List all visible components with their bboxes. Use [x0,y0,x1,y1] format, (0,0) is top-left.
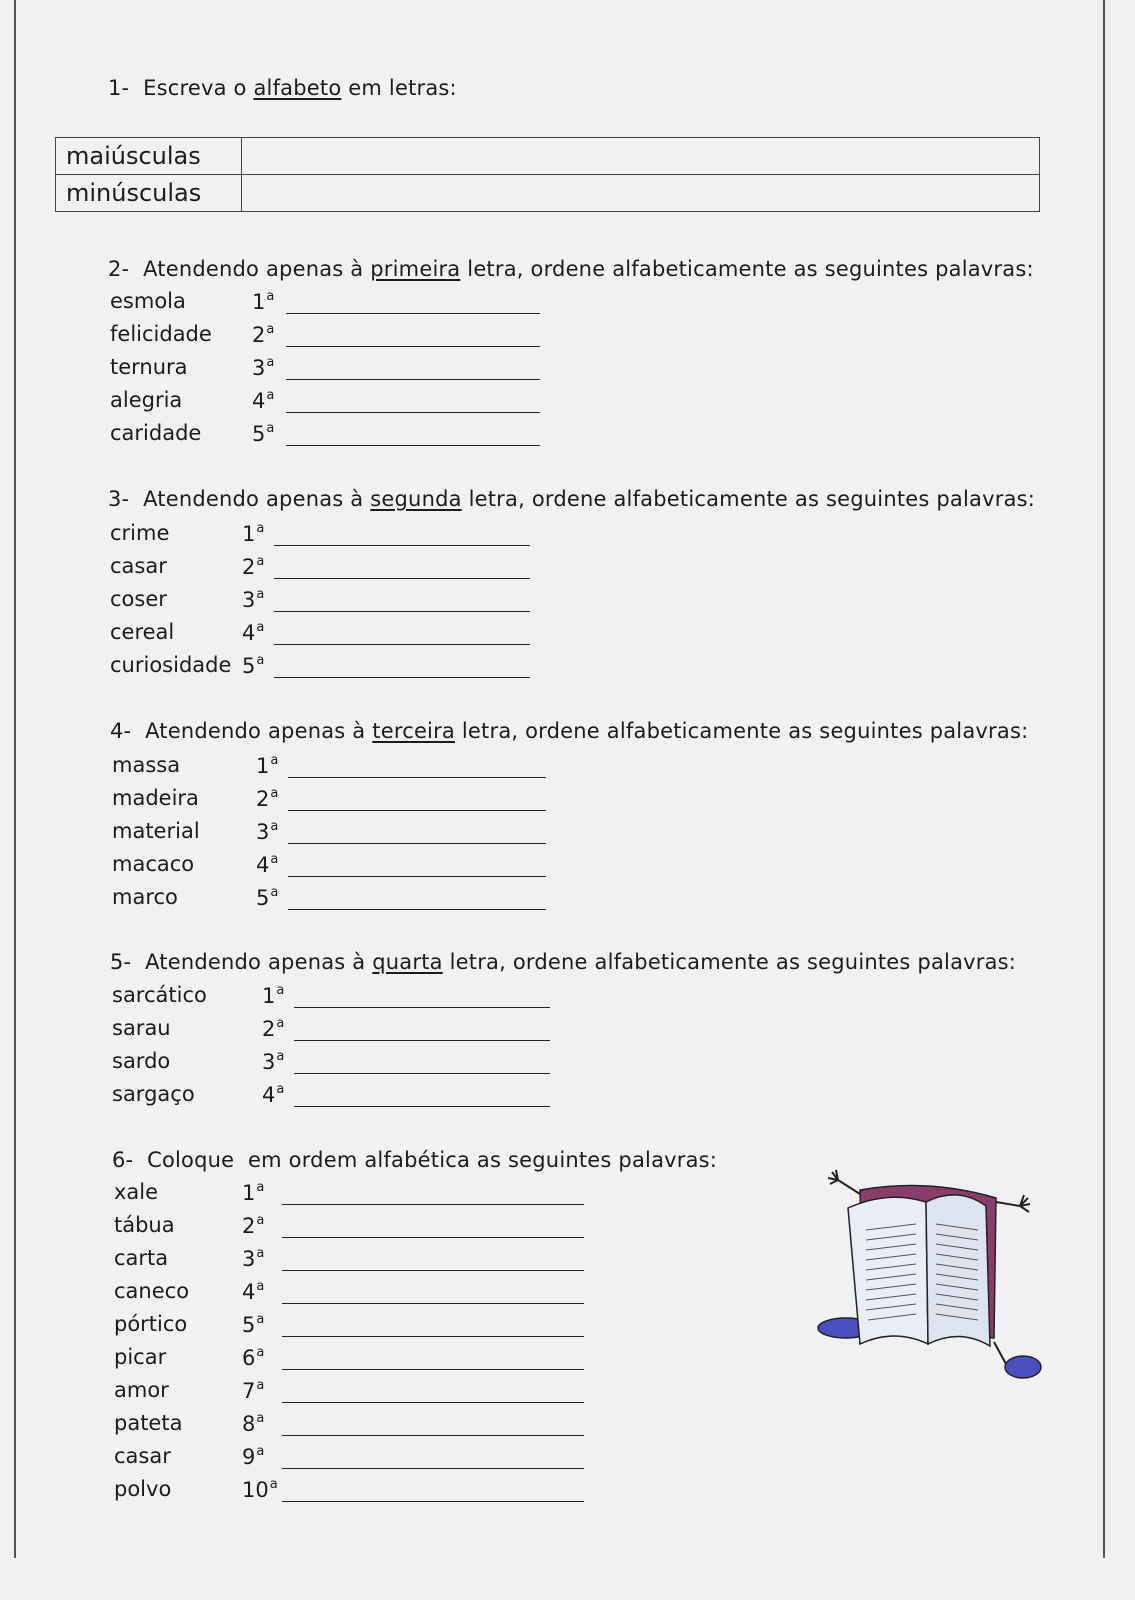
ordinal-label [256,819,278,844]
ordinal-suffix: a [276,1049,285,1064]
answer-blank-line[interactable] [282,1402,584,1403]
q5-text-pre: Atendendo apenas à [145,950,366,974]
lowercase-label: minúsculas [56,175,242,212]
ordinal-label [262,1049,284,1074]
ordinal-suffix: a [256,1246,265,1261]
answer-row [114,1444,584,1474]
uppercase-label: maiúsculas [56,138,242,175]
answer-blank-line[interactable] [294,1007,550,1008]
ordinal-number: 9 [242,1445,256,1469]
q5-number: 5- [110,950,132,974]
ordinal-suffix: a [266,322,275,337]
q4-text-post: letra, ordene alfabeticamente as seguintes palavras: [461,719,1029,743]
ordinal-label [256,852,278,877]
q1-keyword: alfabeto [253,76,342,100]
word-label: sardo [112,1049,171,1073]
ordinal-number: 4 [242,621,256,645]
ordinal-label [252,322,274,347]
answer-blank-line[interactable] [286,412,540,413]
ordinal-label [262,983,284,1008]
q5-title [110,950,1016,974]
word-label: caneco [114,1279,190,1303]
ordinal-label [262,1016,284,1041]
ordinal-number: 4 [252,389,266,413]
answer-blank-line[interactable] [286,346,540,347]
word-label: massa [112,753,181,777]
ordinal-number: 3 [262,1050,276,1074]
ordinal-suffix: a [269,1477,278,1492]
uppercase-answer-cell[interactable] [242,138,1040,175]
ordinal-suffix: a [270,819,279,834]
ordinal-number: 10 [242,1478,269,1502]
ordinal-suffix: a [266,421,275,436]
q1-number: 1- [108,76,130,100]
answer-row [114,1477,584,1507]
word-label: sargaço [112,1082,195,1106]
ordinal-label [256,753,278,778]
word-label: amor [114,1378,169,1402]
ordinal-suffix: a [266,289,275,304]
answer-blank-line[interactable] [294,1106,550,1107]
answer-blank-line[interactable] [286,313,540,314]
ordinal-number: 8 [242,1412,256,1436]
answer-blank-line[interactable] [282,1270,584,1271]
answer-blank-line[interactable] [282,1435,584,1436]
q2-keyword: primeira [370,257,461,281]
ordinal-number: 6 [242,1346,256,1370]
ordinal-suffix: a [256,1213,265,1228]
word-label: macaco [112,852,195,876]
ordinal-label [242,1213,264,1238]
ordinal-label [242,1444,264,1469]
word-label: cereal [110,620,175,644]
q2-number: 2- [108,257,130,281]
q1-text-post: em letras: [348,76,457,100]
ordinal-label [242,653,264,678]
answer-row [114,1246,584,1276]
ordinal-label [242,521,264,546]
ordinal-number: 1 [242,522,256,546]
ordinal-number: 1 [256,754,270,778]
q3-number: 3- [108,487,130,511]
answer-blank-line[interactable] [274,578,530,579]
q6-number: 6- [112,1148,134,1172]
ordinal-number: 3 [242,588,256,612]
answer-row [112,1016,550,1046]
word-label: material [112,819,200,843]
answer-blank-line[interactable] [288,876,546,877]
q4-text-pre: Atendendo apenas à [145,719,366,743]
answer-blank-line[interactable] [282,1237,584,1238]
word-label: caridade [110,421,202,445]
ordinal-label [242,1345,264,1370]
ordinal-suffix: a [276,983,285,998]
answer-row [110,653,530,683]
word-label: esmola [110,289,186,313]
ordinal-label [252,289,274,314]
ordinal-suffix: a [256,587,265,602]
ordinal-number: 7 [242,1379,256,1403]
ordinal-label [242,1378,264,1403]
ordinal-number: 2 [252,323,266,347]
ordinal-suffix: a [266,388,275,403]
ordinal-label [252,355,274,380]
answer-row [112,885,546,915]
ordinal-number: 4 [262,1083,276,1107]
q2-text-post: letra, ordene alfabeticamente as seguintes palavras: [467,257,1034,281]
ordinal-label [252,388,274,413]
answer-blank-line[interactable] [274,644,530,645]
answer-row [110,388,540,418]
q3-text-pre: Atendendo apenas à [143,487,364,511]
ordinal-label [262,1082,284,1107]
word-label: tábua [114,1213,175,1237]
q4-number: 4- [110,719,132,743]
ordinal-suffix: a [256,1180,265,1195]
answer-blank-line[interactable] [288,777,546,778]
ordinal-suffix: a [256,554,265,569]
answer-row [112,786,546,816]
q6-text: Coloque em ordem alfabética as seguintes palavras: [147,1148,718,1172]
ordinal-label [242,620,264,645]
q1-title [108,76,457,100]
ordinal-suffix: a [256,1378,265,1393]
word-label: carta [114,1246,169,1270]
alphabet-table [55,137,1040,212]
q5-keyword: quarta [372,950,443,974]
answer-blank-line[interactable] [282,1204,584,1205]
answer-blank-line[interactable] [282,1369,584,1370]
answer-blank-line[interactable] [288,843,546,844]
answer-row [112,983,550,1013]
ordinal-number: 5 [252,422,266,446]
answer-row [114,1378,584,1408]
q1-text-pre: Escreva o [143,76,247,100]
word-label: xale [114,1180,159,1204]
ordinal-suffix: a [256,1444,265,1459]
ordinal-suffix: a [270,786,279,801]
ordinal-number: 3 [252,356,266,380]
answer-blank-line[interactable] [274,677,530,678]
q5-text-post: letra, ordene alfabeticamente as seguintes palavras: [449,950,1017,974]
word-label: felicidade [110,322,212,346]
answer-row [114,1345,584,1375]
answer-blank-line[interactable] [294,1040,550,1041]
ordinal-suffix: a [270,753,279,768]
answer-row [110,620,530,650]
word-label: sarcático [112,983,207,1007]
open-book-character-icon [808,1168,1044,1386]
ordinal-number: 3 [256,820,270,844]
ordinal-number: 5 [242,1313,256,1337]
word-label: curiosidade [110,653,232,677]
word-label: marco [112,885,178,909]
ordinal-number: 2 [242,1214,256,1238]
ordinal-suffix: a [256,1345,265,1360]
ordinal-label [242,554,264,579]
ordinal-number: 1 [262,984,276,1008]
ordinal-suffix: a [276,1016,285,1031]
q3-text-post: letra, ordene alfabeticamente as seguintes palavras: [468,487,1036,511]
q3-title [108,487,1035,511]
answer-blank-line[interactable] [286,379,540,380]
answer-blank-line[interactable] [288,909,546,910]
ordinal-number: 2 [262,1017,276,1041]
ordinal-number: 1 [252,290,266,314]
ordinal-label [256,885,278,910]
ordinal-suffix: a [256,620,265,635]
ordinal-suffix: a [270,852,279,867]
word-label: crime [110,521,170,545]
answer-blank-line[interactable] [282,1303,584,1304]
answer-blank-line[interactable] [282,1501,584,1502]
ordinal-number: 4 [256,853,270,877]
q4-title [110,719,1028,743]
ordinal-label [242,1180,264,1205]
answer-row [114,1180,584,1210]
lowercase-answer-cell[interactable] [242,175,1040,212]
answer-row [112,1049,550,1079]
word-label: madeira [112,786,199,810]
q2-text-pre: Atendendo apenas à [143,257,364,281]
answer-blank-line[interactable] [286,445,540,446]
q3-keyword: segunda [370,487,462,511]
ordinal-number: 4 [242,1280,256,1304]
alphabet-row-uppercase [56,138,1040,175]
answer-row [112,753,546,783]
ordinal-suffix: a [256,653,265,668]
ordinal-label [256,786,278,811]
ordinal-label [242,1477,278,1502]
answer-row [110,355,540,385]
ordinal-label [242,1312,264,1337]
ordinal-label [252,421,274,446]
word-label: polvo [114,1477,172,1501]
answer-blank-line[interactable] [282,1336,584,1337]
ordinal-suffix: a [256,521,265,536]
ordinal-label [242,1246,264,1271]
answer-row [110,289,540,319]
ordinal-number: 5 [242,654,256,678]
answer-row [110,421,540,451]
q4-keyword: terceira [372,719,455,743]
answer-row [112,819,546,849]
word-label: pateta [114,1411,183,1435]
word-label: ternura [110,355,188,379]
answer-row [110,587,530,617]
answer-row [114,1213,584,1243]
ordinal-suffix: a [276,1082,285,1097]
answer-blank-line[interactable] [282,1468,584,1469]
answer-row [112,1082,550,1112]
word-label: picar [114,1345,167,1369]
answer-blank-line[interactable] [274,611,530,612]
ordinal-label [242,587,264,612]
answer-row [110,322,540,352]
ordinal-suffix: a [270,885,279,900]
word-label: pórtico [114,1312,188,1336]
word-label: coser [110,587,167,611]
answer-blank-line[interactable] [288,810,546,811]
word-label: casar [114,1444,171,1468]
answer-blank-line[interactable] [274,545,530,546]
ordinal-number: 3 [242,1247,256,1271]
ordinal-number: 2 [242,555,256,579]
ordinal-number: 5 [256,886,270,910]
ordinal-number: 1 [242,1181,256,1205]
ordinal-suffix: a [256,1312,265,1327]
answer-blank-line[interactable] [294,1073,550,1074]
q6-title [112,1148,717,1172]
ordinal-label [242,1279,264,1304]
answer-row [114,1411,584,1441]
alphabet-row-lowercase [56,175,1040,212]
ordinal-label [242,1411,264,1436]
answer-row [110,521,530,551]
q2-title [108,257,1034,281]
answer-row [110,554,530,584]
word-label: alegria [110,388,183,412]
answer-row [114,1279,584,1309]
ordinal-suffix: a [256,1411,265,1426]
word-label: casar [110,554,167,578]
ordinal-suffix: a [256,1279,265,1294]
word-label: sarau [112,1016,171,1040]
answer-row [114,1312,584,1342]
answer-row [112,852,546,882]
ordinal-number: 2 [256,787,270,811]
ordinal-suffix: a [266,355,275,370]
